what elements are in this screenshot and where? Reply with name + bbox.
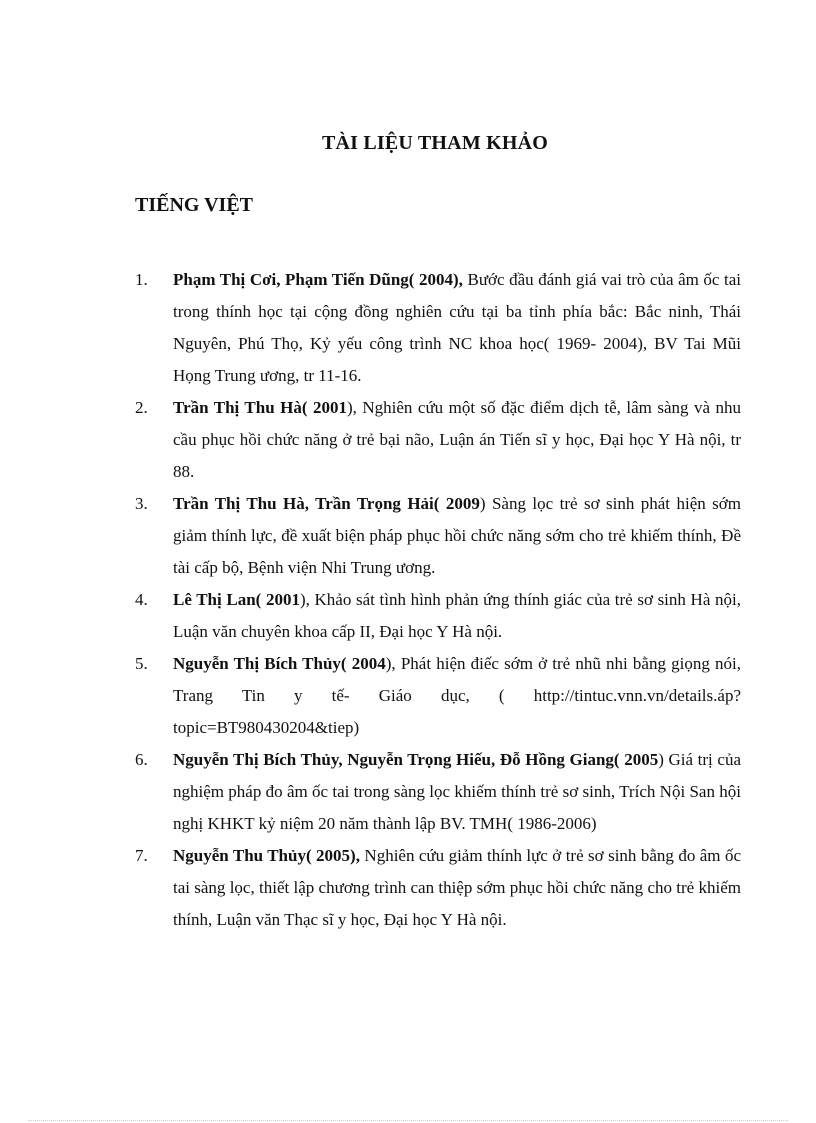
reference-item (135, 264, 741, 392)
reference-number: 4. (135, 590, 148, 609)
reference-authors: Phạm Thị Cơi, Phạm Tiến Dũng( 2004), (173, 270, 463, 289)
reference-number: 1. (135, 270, 148, 289)
reference-authors: Lê Thị Lan( 2001 (173, 590, 300, 609)
reference-authors: Nguyễn Thị Bích Thủy, Nguyễn Trọng Hiếu, Đỗ Hồng Giang( 2005 (173, 750, 659, 769)
section-heading: TIẾNG VIỆT (135, 194, 254, 216)
reference-text: ), Phát hiện điếc sớm ở trẻ nhũ nhi bằng giọng nói, Trang Tin y tế- Giáo dục, ( http://tintuc.vnn.vn/details.áp?topic=BT980430204&tiep) (173, 654, 741, 737)
reference-number: 6. (135, 750, 148, 769)
reference-list (135, 264, 741, 936)
reference-authors: Nguyễn Thị Bích Thủy( 2004 (173, 654, 386, 673)
reference-item (135, 744, 741, 840)
reference-item (135, 584, 741, 648)
reference-item (135, 488, 741, 584)
reference-number: 2. (135, 398, 148, 417)
reference-authors: Nguyễn Thu Thủy( 2005), (173, 846, 360, 865)
reference-text: Nghiên cứu giảm thính lực ở trẻ sơ sinh bằng đo âm ốc tai sàng lọc, thiết lập chương trình can thiệp sớm phục hồi chức năng cho trẻ khiếm thính, Luận văn Thạc sĩ y học, Đại học Y Hà nội. (173, 846, 742, 929)
page-bottom-divider (28, 1120, 788, 1121)
reference-text: ), Khảo sát tình hình phản ứng thính giác của trẻ sơ sinh Hà nội, Luận văn chuyên khoa cấp II, Đại học Y Hà nội. (173, 590, 741, 641)
reference-authors: Trần Thị Thu Hà, Trần Trọng Hải( 2009 (173, 494, 480, 513)
reference-item (135, 840, 741, 936)
reference-item (135, 648, 741, 744)
page-title: TÀI LIỆU THAM KHẢO (321, 132, 549, 154)
reference-text: Bước đầu đánh giá vai trò của âm ốc tai trong thính học tại cộng đồng nghiên cứu tại ba tỉnh phía bắc: Bắc ninh, Thái Nguyên, Phú Thọ, Kỷ yếu công trình NC khoa học( 1969- 2004), BV Tai Mũi Họng Trung ương, tr 11-16. (173, 270, 741, 385)
reference-number: 7. (135, 846, 148, 865)
reference-text: ) Giá trị của nghiệm pháp đo âm ốc tai trong sàng lọc khiếm thính trẻ sơ sinh, Trích Nội San hội nghị KHKT kỷ niệm 20 năm thành lập BV. TMH( 1986-2006) (173, 750, 741, 833)
reference-item (135, 392, 741, 488)
reference-text: ), Nghiên cứu một số đặc điểm dịch tễ, lâm sàng và nhu cầu phục hồi chức năng ở trẻ bại não, Luận án Tiến sĩ y học, Đại học Y Hà nội, tr 88. (173, 398, 741, 481)
reference-number: 3. (135, 494, 148, 513)
reference-authors: Trần Thị Thu Hà( 2001 (173, 398, 347, 417)
reference-number: 5. (135, 654, 148, 673)
reference-text: ) Sàng lọc trẻ sơ sinh phát hiện sớm giảm thính lực, đề xuất biện pháp phục hồi chức năng sớm cho trẻ khiếm thính, Đề tài cấp bộ, Bệnh viện Nhi Trung ương. (173, 494, 741, 577)
